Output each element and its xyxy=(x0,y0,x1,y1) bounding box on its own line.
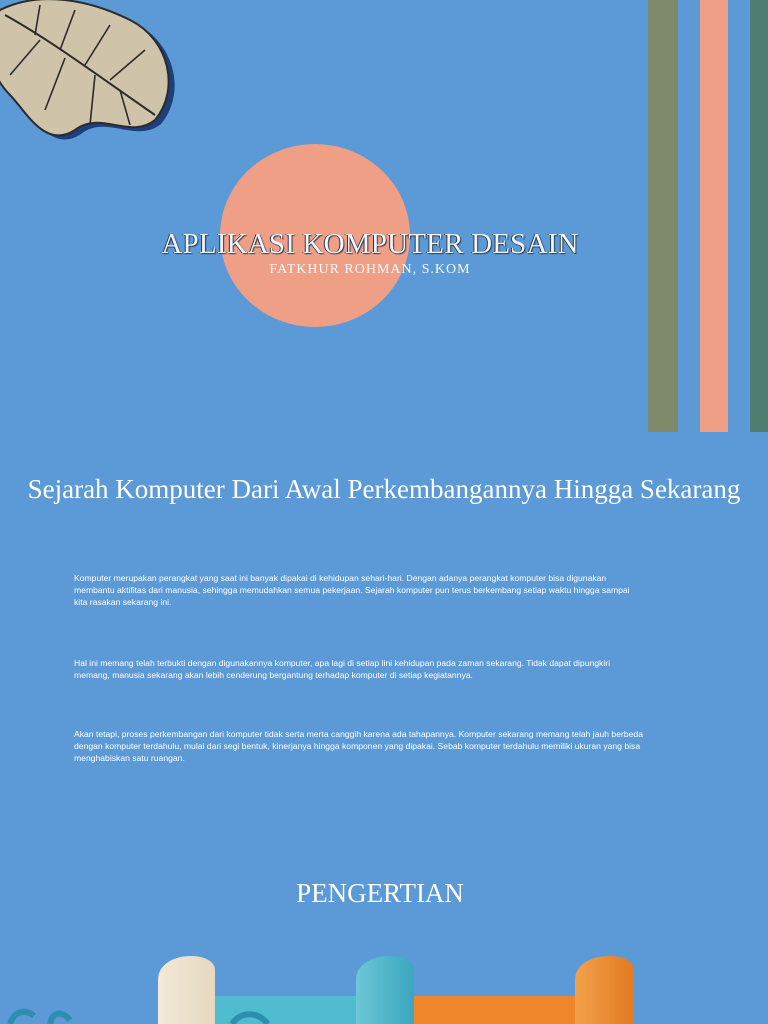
stripes-decoration xyxy=(648,0,768,432)
paragraph: Komputer merupakan perangkat yang saat ini banyak dipakai di kehidupan sehari-hari. Dengan adanya perangkat komputer bisa digunakan membantu aktifitas dari manusia, sehingga memudahkan semua pekerjaan. Sejarah komputer pun terus berkembang setiap waktu hingga sampai kita rasakan sekarang ini. xyxy=(74,572,630,607)
paragraph: Hal ini memang telah terbukti dengan digunakannya komputer, apa lagi di setiap lini kehidupan pada zaman sekarang. Tidak dapat dipungkiri memang, manusia sekarang akan lebih cenderung bergantung terhadap komputer di setiap kegiatannya. xyxy=(74,657,611,680)
bottom-decoration xyxy=(0,950,768,1024)
article-heading: Sejarah Komputer Dari Awal Perkembangannya Hingga Sekarang xyxy=(27,474,741,504)
paragraph: Akan tetapi, proses perkembangan dari komputer tidak serta merta canggih karena ada tahapannya. Komputer sekarang memang telah jauh berbeda dengan komputer terdahulu, mulai dari segi bentuk, kinerjanya hingga komponen yang dipakai. Sebab komputer terdahulu memiliki ukuran yang bisa menghabiskan satu ruangan. xyxy=(74,728,643,763)
cover-title: APLIKASI KOMPUTER DESAIN xyxy=(161,228,579,260)
section-title: PENGERTIAN xyxy=(296,878,464,908)
leaf-illustration xyxy=(0,0,180,140)
cover-author: FATKHUR ROHMAN, S.KOM xyxy=(269,262,471,277)
